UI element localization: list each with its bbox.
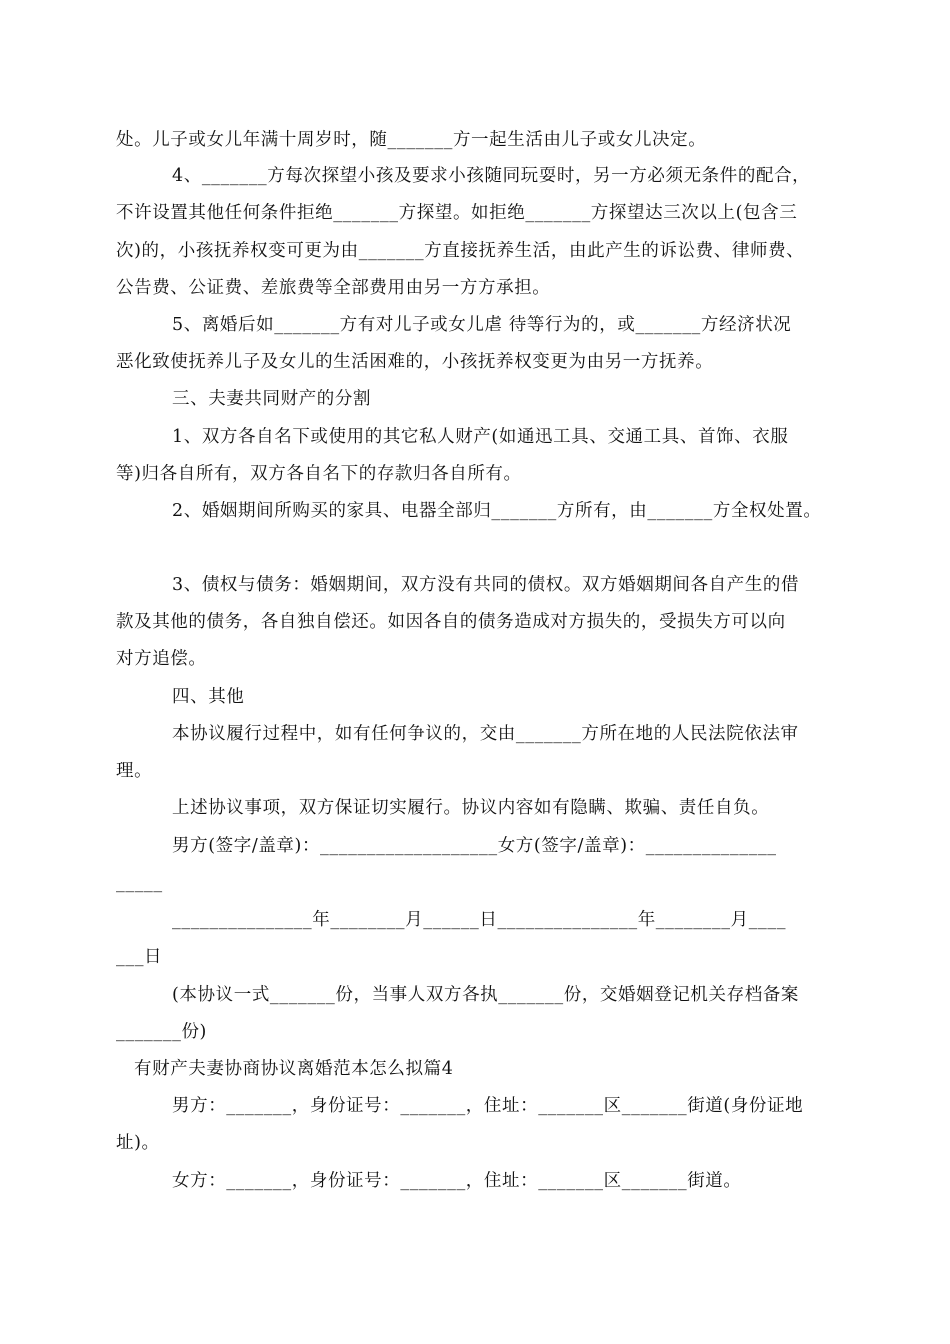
clause-property-2: 2、婚姻期间所购买的家具、电器全部归_______方所有，由_______方全权处置。 (172, 501, 822, 521)
paragraph-line: 处。儿子或女儿年满十周岁时，随_______方一起生活由儿子或女儿决定。 (116, 130, 707, 150)
wife-info: 女方：_______，身份证号：_______，住址：_______区_______街道。 (172, 1171, 742, 1191)
section-heading-4: 四、其他 (172, 687, 245, 707)
clause-property-1: 1、双方各自名下或使用的其它私人财产(如通迅工具、交通工具、首饰、衣服 (172, 427, 789, 447)
signature-line: 男方(签字/盖章)：___________________女方(签字/盖章)：______________ (172, 836, 777, 856)
paragraph-line: 次)的，小孩抚养权变可更为由_______方直接抚养生活，由此产生的诉讼费、律师费、 (116, 241, 805, 261)
section-heading-3: 三、夫妻共同财产的分割 (172, 389, 372, 409)
clause-4-line: 4、_______方每次探望小孩及要求小孩随同玩耍时，另一方必须无条件的配合， (172, 166, 811, 186)
copies-note-cont: _______份) (116, 1022, 207, 1042)
clause-5-line: 5、离婚后如_______方有对儿子或女儿虐 待等行为的，或_______方经济状况 (172, 315, 792, 335)
signature-line-cont: _____ (116, 873, 163, 893)
dispute-clause: 本协议履行过程中，如有任何争议的，交由_______方所在地的人民法院依法审 (172, 724, 799, 744)
paragraph-line: 公告费、公证费、差旅费等全部费用由另一方方承担。 (116, 278, 551, 298)
date-line: _______________年________月______日_______________年________月____ (172, 910, 787, 930)
date-line-cont: ___日 (116, 947, 163, 967)
paragraph-line: 恶化致使抚养儿子及女儿的生活困难的，小孩抚养权变更为由另一方抚养。 (116, 352, 714, 372)
article-title: 有财产夫妻协商协议离婚范本怎么拟篇4 (134, 1059, 454, 1079)
copies-note: (本协议一式_______份，当事人双方各执_______份，交婚姻登记机关存档备案 (172, 985, 800, 1005)
husband-info: 男方：_______，身份证号：_______，住址：_______区_______街道(身份证地 (172, 1096, 804, 1116)
paragraph-line: 等)归各自所有，双方各自名下的存款归各自所有。 (116, 464, 522, 484)
guarantee-clause: 上述协议事项，双方保证切实履行。协议内容如有隐瞒、欺骗、责任自负。 (172, 798, 770, 818)
clause-debt-3: 3、债权与债务：婚姻期间，双方没有共同的债权。双方婚姻期间各自产生的借 (172, 575, 800, 595)
husband-info-cont: 址)。 (116, 1133, 160, 1153)
paragraph-line: 不许设置其他任何条件拒绝_______方探望。如拒绝_______方探望达三次以上(包含三 (116, 203, 798, 223)
paragraph-line: 对方追偿。 (116, 649, 207, 669)
paragraph-line: 款及其他的债务，各自独自偿还。如因各自的债务造成对方损失的，受损失方可以向 (116, 612, 786, 632)
paragraph-line: 理。 (116, 761, 153, 781)
